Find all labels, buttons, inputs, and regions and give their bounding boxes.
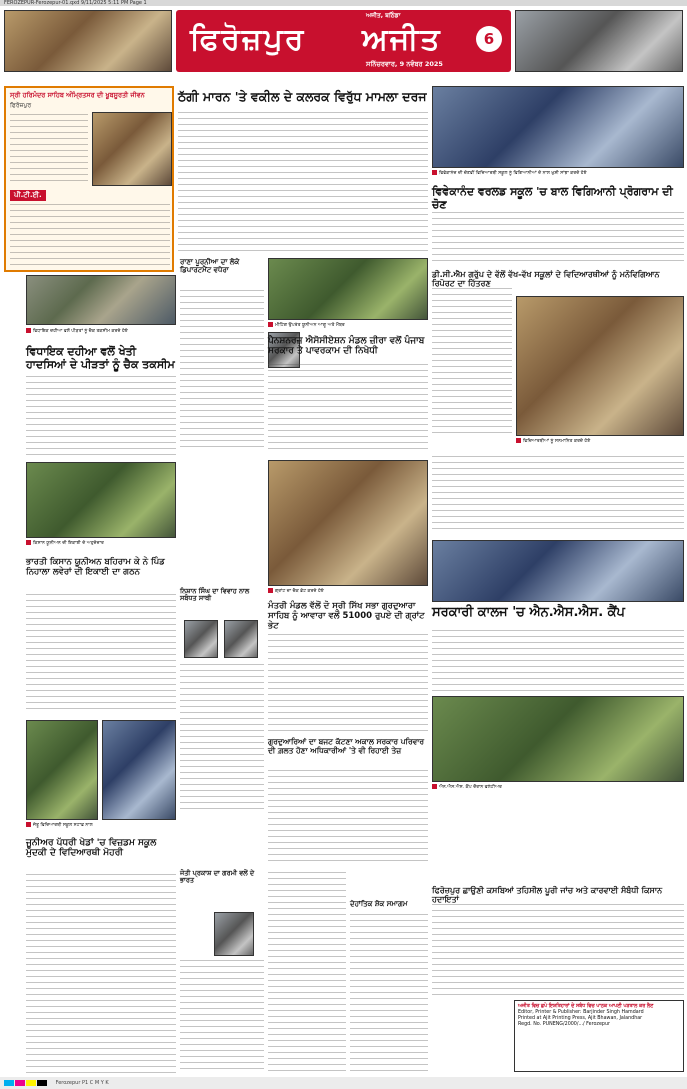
masthead-city-title: ਫਿਰੋਜ਼ਪੁਰ — [190, 22, 306, 57]
masthead-tagline: ਅਜੀਤ, ਬਠਿੰਡਾ — [366, 12, 401, 19]
grant-photo — [268, 460, 428, 586]
ad-text-lines — [10, 114, 88, 184]
article-5-body — [268, 364, 428, 454]
article-4-body — [26, 376, 176, 456]
caption-1: ਵਿਵੇਕਾਨੰਦ ਦੀ ਚੋਣਵੀਂ ਵਿਦਿਆਰਥੀ ਸਕੂਲ ਨੂੰ ਵਿਗਿਆਨੀਆਂ ਦੇ ਨਾਲ ਖ਼ੁਸ਼ੀ ਸਾਂਝਾ ਕਰਦੇ ਹੋਏ — [432, 170, 684, 182]
sports-photo-right — [102, 720, 176, 820]
article-12-body — [180, 664, 264, 814]
swatch-black — [37, 1080, 47, 1086]
caption-3: ਮੀਟਿੰਗ ਉਪਰੰਤ ਯੂਨੀਅਨ ਆਗੂ ਅਤੇ ਮੈਂਬਰ — [268, 322, 428, 334]
file-info-strip: FEROZEPUR-Ferozepur-01.qxd 9/11/2025 5:11 PM Page 1 — [0, 0, 687, 6]
caption-8: ਵਿਦਿਆਰਥੀਆਂ ਨੂੰ ਸਨਮਾਨਿਤ ਕਰਦੇ ਹੋਏ — [516, 438, 684, 450]
article-6-body — [26, 594, 176, 712]
article-2-headline: ਵਿਵੇਕਾਨੰਦ ਵਰਲਡ ਸਕੂਲ 'ਚ ਬਾਲ ਵਿਗਿਆਨੀ ਪ੍ਰੋਗਰਾਮ ਦੀ ਚੋਣ — [432, 185, 673, 211]
bottom-strip-text: Ferozepur P1 C M Y K — [55, 1080, 109, 1086]
article-4-headline: ਵਿਧਾਇਕ ਦਹੀਆ ਵਲੋਂ ਖੇਤੀ ਹਾਦਸਿਆਂ ਦੇ ਪੀੜਤਾਂ ਨੂੰ ਚੈਕ ਤਕਸੀਮ — [26, 345, 175, 371]
article-1-headline: ਠੱਗੀ ਮਾਰਨ 'ਤੇ ਵਕੀਲ ਦੇ ਕਲਰਕ ਵਿਰੁੱਧ ਮਾਮਲਾ ਦਰਜ — [178, 89, 427, 104]
page-number: 6 — [483, 30, 495, 48]
article-15-body — [268, 872, 346, 1072]
article-3-body — [432, 288, 512, 438]
article-9-body — [268, 770, 428, 866]
article-14-body — [432, 456, 684, 534]
article-7-body — [268, 634, 428, 734]
color-registration-strip — [0, 1077, 687, 1089]
ad-heading: ਸ੍ਰੀ ਹਰਿਮੰਦਰ ਸਾਹਿਬ ਅੰਮ੍ਰਿਤਸਰ ਦੀ ਖੂਬਸੂਰਤੀ ਜੀਵਨ — [10, 91, 145, 99]
caption-4: ਕਿਸਾਨ ਯੂਨੀਅਨ ਦੀ ਇਕਾਈ ਦੇ ਅਹੁਦੇਦਾਰ — [26, 540, 176, 552]
imprint-line-1: ਅਜੀਤ ਵਿਚ ਛਪੇ ਇਸ਼ਤਿਹਾਰਾਂ ਦੇ ਸਬੰਧ ਵਿਚ ਪਾਠਕ ਆਪਣੀ ਪੜਤਾਲ ਕਰ ਲੈਣ — [518, 1004, 654, 1009]
dcm-photo — [516, 296, 684, 436]
portrait-3 — [224, 620, 258, 658]
article-8-headline: ਸਰਕਾਰੀ ਕਾਲਜ 'ਚ ਐਨ.ਐਸ.ਐਸ. ਕੈਂਪ — [432, 605, 625, 620]
masthead-date: ਸਨਿੱਚਰਵਾਰ, 9 ਨਵੰਬਰ 2025 — [366, 60, 443, 68]
article-3-headline: ਡੀ.ਸੀ.ਐਮ ਗਰੁੱਪ ਦੇ ਵੱਲੋਂ ਵੱਖ-ਵੱਖ ਸਕੂਲਾਂ ਦੇ ਵਿਦਿਆਰਥੀਆਂ ਨੂੰ ਮਨੋਵਿਗਿਆਨ ਰਿਪੋਰਟ ਦਾ ਹਿੱਤਰਣ — [432, 270, 660, 289]
article-10-body — [26, 874, 176, 1074]
article-12-headline: ਨਿਸ਼ਾਨ ਸਿੰਘ ਦਾ ਵਿਵਾਹ ਨਾਲ ਸਬੰਧਤ ਸਾਥੀ — [180, 587, 250, 603]
obituary-body — [350, 914, 428, 1072]
article-6-headline: ਭਾਰਤੀ ਕਿਸਾਨ ਯੂਨੀਅਨ ਬਹਿਰਾਮ ਕੇ ਨੇ ਪਿੰਡ ਨਿਹਾਲਾ ਲਵੇਰਾਂ ਦੀ ਇਕਾਈ ਦਾ ਗਠਨ — [26, 557, 165, 577]
masthead-banner — [176, 10, 511, 72]
pensioners-photo — [268, 258, 428, 320]
article-8-body — [432, 630, 684, 692]
article-1-body — [178, 112, 428, 254]
article-13-body — [180, 290, 264, 450]
article-13-headline: ਰਾਣਾ ਪੂਰਨੀਆ ਦਾ ਲੋਕੇ ਡਿਪਾਰਟਮੈਂਟ ਵਧੇਰਾ — [180, 258, 240, 275]
ad-label: ਪੀ.ਟੀ.ਈ. — [10, 190, 46, 201]
mla-photo — [26, 275, 176, 325]
caption-7: ਜੇਤੂ ਵਿਦਿਆਰਥੀ ਸਕੂਲ ਸਟਾਫ਼ ਨਾਲ — [26, 822, 176, 834]
ad-box — [4, 86, 174, 272]
ad-sub: ਫਿਰੋਜ਼ਪੁਰ — [10, 102, 32, 109]
article-10-headline: ਜੂਨੀਅਰ ਪੱਧਰੀ ਖੇਡਾਂ 'ਚ ਵਿਜ਼ਡਮ ਸਕੂਲ ਮੁੱਦਕੀ ਦੇ ਵਿਦਿਆਰਥੀ ਮੋਹਰੀ — [26, 838, 157, 859]
masthead-left-photo — [4, 10, 172, 72]
award-ceremony-photo — [432, 540, 684, 602]
masthead-right-photo — [515, 10, 683, 72]
imprint-line-3: Printed at Ajit Printing Press, Ajit Bhawan, Jalandhar — [518, 1016, 643, 1021]
imprint-box — [514, 1000, 684, 1072]
article-16-body — [180, 960, 264, 1072]
ad-temple-photo — [92, 112, 172, 186]
caption-6: ਐਨ.ਐਸ.ਐਸ. ਕੈਂਪ ਦੌਰਾਨ ਵਲੰਟੀਅਰ — [432, 784, 684, 796]
nss-camp-photo — [432, 696, 684, 782]
sports-photo-left — [26, 720, 98, 820]
caption-5: ਗ੍ਰਾਂਟ ਦਾ ਚੈਕ ਭੇਟ ਕਰਦੇ ਹੋਏ — [268, 588, 428, 600]
article-9-headline: ਗੁਰਦੁਆਰਿਆਂ ਦਾ ਬਜਟ ਕੱਟਣਾ ਅਕਾਲ ਸਰਕਾਰ ਪਰਿਵਾਰ ਦੀ ਗ਼ਲਤ ਹੋਣਾ ਅਧਿਕਾਰੀਆਂ 'ਤੇ ਵੀ ਰਿਹਾਈ ਤੇਜ਼ — [268, 737, 425, 755]
article-2-body — [432, 212, 684, 266]
swatch-magenta — [15, 1080, 25, 1086]
portrait-2 — [184, 620, 218, 658]
imprint-line-4: Regd. No. PUNENG/2000/.../ Ferozepur — [518, 1022, 610, 1027]
farmers-union-photo — [26, 462, 176, 538]
article-5-headline: ਪੈਨਸ਼ਨਰਜ਼ ਐਸੋਸੀਏਸ਼ਨ ਮੰਡਲ ਜ਼ੀਰਾ ਵਲੋਂ ਪੰਜਾਬ ਸਰਕਾਰ ਤੇ ਪਾਵਰਕਾਮ ਦੀ ਨਿਖੇਧੀ — [268, 336, 425, 357]
masthead-paper-title: ਅਜੀਤ — [362, 22, 442, 57]
article-7-headline: ਮੰਤਰੀ ਮੰਡਲ ਵੱਲੋਂ ਦੋ ਸ੍ਰੀ ਸਿੱਖ ਸਭਾ ਗੁਰਦੁਆਰਾ ਸਾਹਿਬ ਨੂੰ ਆਵਾਰਾ ਵਲੋਂ 51000 ਰੁਪਏ ਦੀ ਗ੍ਰਾਂਟ ਭੇਟ — [268, 601, 425, 631]
article-11-headline: ਫਿਰੋਜ਼ਪੁਰ ਛਾਉਣੀ ਕਸਬਿਆਂ ਤਹਿਸੀਲ ਪੂਰੀ ਜਾਂਚ ਅਤੇ ਕਾਰਵਾਈ ਸੰਬੰਧੀ ਕਿਸਾਨ ਹਦਾਇਤਾਂ — [432, 886, 663, 905]
article-15-headline: ਜੋਤੀ ਪ੍ਰਕਾਸ਼ ਦਾ ਗਰਮੀ ਵਲੋਂ ਦੇ ਭਾਰਤ — [180, 869, 255, 885]
article-11-body — [432, 904, 684, 1000]
ad-body-lines — [10, 204, 170, 268]
portrait-4 — [214, 912, 254, 956]
swatch-yellow — [26, 1080, 36, 1086]
vivekanand-group-photo — [432, 86, 684, 168]
caption-2: ਵਿਧਾਇਕ ਦਹੀਆ ਵਲੋਂ ਪੀੜਤਾਂ ਨੂੰ ਚੈਕ ਤਕਸੀਮ ਕਰਦੇ ਹੋਏ — [26, 328, 176, 340]
imprint-line-2: Editor, Printer & Publisher: Barjinder Singh Hamdard — [518, 1010, 644, 1015]
swatch-cyan — [4, 1080, 14, 1086]
obituary-heading: ਦੇਹਾਂਤਿਕ ਸ਼ੋਕ ਸਮਾਗਮ — [350, 900, 408, 908]
page-number-badge — [476, 26, 502, 52]
